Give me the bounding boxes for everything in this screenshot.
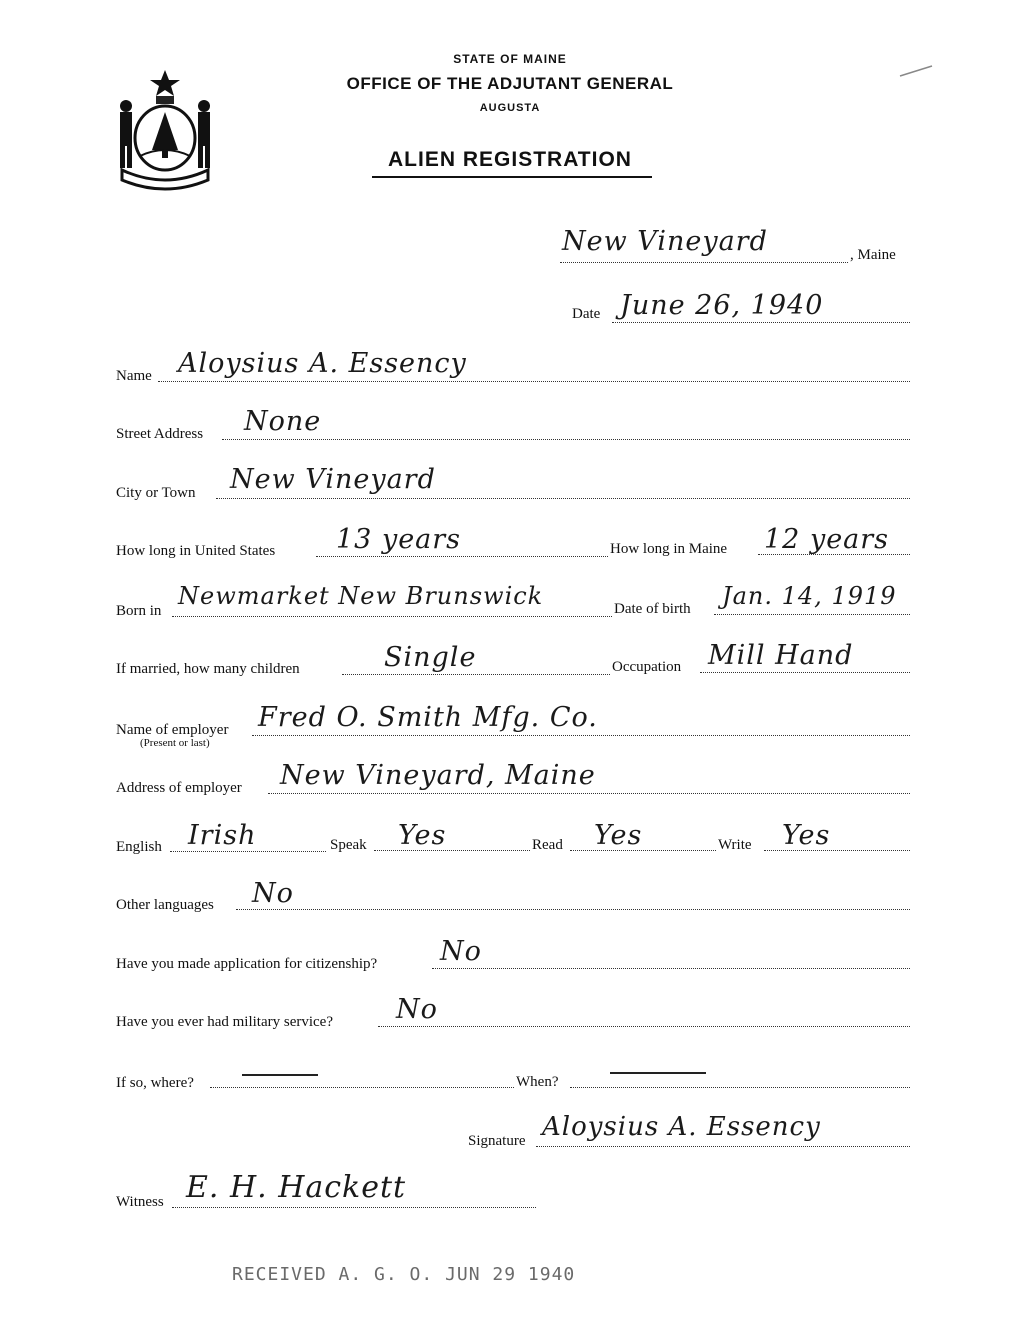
years-maine-line [758, 554, 910, 555]
birth-date-line [714, 614, 910, 615]
when-dash [610, 1072, 706, 1074]
place-value: New Vineyard [562, 226, 768, 257]
other-languages-label: Other languages [116, 897, 214, 913]
write-label: Write [718, 837, 752, 853]
street-value: None [244, 406, 322, 437]
write-value: Yes [782, 820, 831, 851]
witness-line [172, 1207, 536, 1208]
write-line [764, 850, 910, 851]
name-value: Aloysius A. Essency [178, 348, 467, 379]
read-label: Read [532, 837, 563, 853]
english-line [170, 851, 326, 852]
children-label: If married, how many children [116, 661, 300, 677]
occupation-value: Mill Hand [708, 640, 854, 671]
born-in-label: Born in [116, 603, 162, 619]
street-line [222, 439, 910, 440]
signature-line [536, 1146, 910, 1147]
date-label: Date [572, 306, 601, 322]
header-state: STATE OF MAINE [453, 52, 567, 66]
city-line [216, 498, 910, 499]
years-us-label: How long in United States [116, 543, 276, 559]
maine-state-seal-icon [112, 66, 218, 194]
birth-date-label: Date of birth [614, 601, 691, 617]
citizenship-value: No [440, 936, 482, 967]
when-line [570, 1087, 910, 1088]
pencil-tick-mark [898, 64, 934, 78]
speak-value: Yes [398, 820, 447, 851]
english-value: Irish [188, 820, 257, 851]
employer-value: Fred O. Smith Mfg. Co. [258, 702, 598, 733]
where-line [210, 1087, 514, 1088]
years-us-value: 13 years [336, 524, 462, 555]
other-languages-value: No [252, 878, 294, 909]
employer-label: Name of employer [116, 722, 229, 738]
years-maine-value: 12 years [764, 524, 890, 555]
where-dash [242, 1074, 318, 1076]
speak-label: Speak [330, 837, 367, 853]
employer-sublabel: (Present or last) [140, 737, 210, 749]
speak-line [374, 850, 530, 851]
employer-address-value: New Vineyard, Maine [280, 760, 596, 791]
children-line [342, 674, 610, 675]
place-line [560, 262, 848, 263]
military-value: No [396, 994, 438, 1025]
read-value: Yes [594, 820, 643, 851]
form-title: ALIEN REGISTRATION [388, 148, 632, 171]
employer-address-label: Address of employer [116, 780, 242, 796]
military-line [378, 1026, 910, 1027]
employer-address-line [268, 793, 910, 794]
place-suffix: , Maine [850, 247, 896, 263]
born-in-value: Newmarket New Brunswick [178, 582, 544, 610]
where-label: If so, where? [116, 1075, 194, 1091]
years-maine-label: How long in Maine [610, 541, 728, 557]
title-underline [372, 176, 652, 178]
received-stamp: RECEIVED A. G. O. JUN 29 1940 [232, 1264, 576, 1285]
date-value: June 26, 1940 [620, 290, 824, 321]
signature-label: Signature [468, 1133, 526, 1149]
witness-label: Witness [116, 1194, 164, 1210]
occupation-line [700, 672, 910, 673]
witness-value: E. H. Hackett [186, 1170, 407, 1205]
city-value: New Vineyard [230, 464, 436, 495]
military-label: Have you ever had military service? [116, 1014, 333, 1030]
date-line [612, 322, 910, 323]
when-label: When? [516, 1074, 559, 1090]
citizenship-label: Have you made application for citizenship? [116, 956, 378, 972]
birth-date-value: Jan. 14, 1919 [722, 582, 897, 610]
occupation-label: Occupation [612, 659, 682, 675]
other-languages-line [236, 909, 910, 910]
signature-value: Aloysius A. Essency [542, 1112, 821, 1142]
years-us-line [316, 556, 608, 557]
employer-line [252, 735, 910, 736]
read-line [570, 850, 716, 851]
citizenship-line [432, 968, 910, 969]
name-label: Name [116, 368, 152, 384]
children-value: Single [384, 642, 477, 673]
header-office: OFFICE OF THE ADJUTANT GENERAL [346, 74, 674, 93]
name-line [158, 381, 910, 382]
english-label: English [116, 839, 162, 855]
header-city: AUGUSTA [479, 102, 541, 114]
street-label: Street Address [116, 426, 204, 442]
city-label: City or Town [116, 485, 196, 501]
born-in-line [172, 616, 612, 617]
